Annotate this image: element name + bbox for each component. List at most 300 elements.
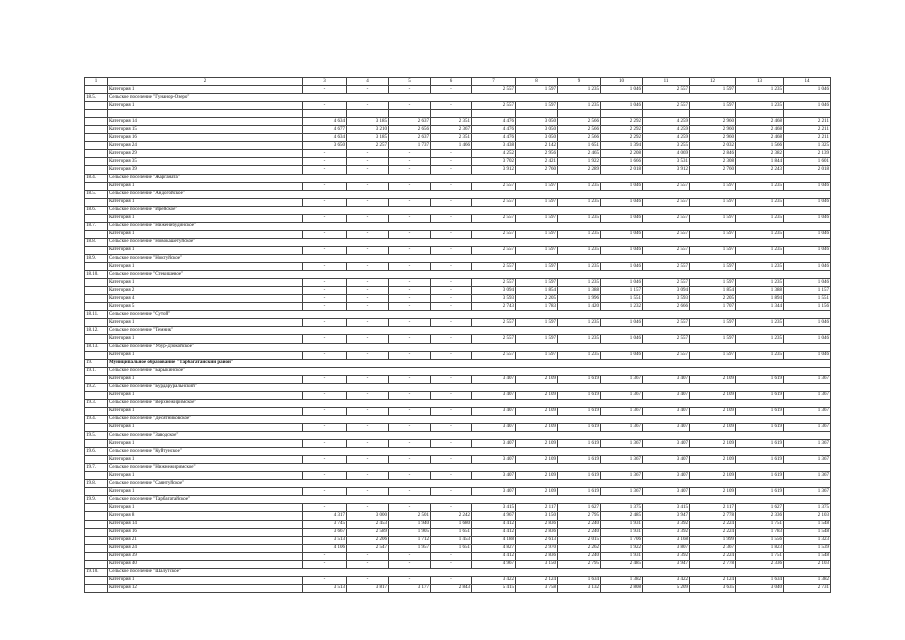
tariff-value-cell: 1 367 (601, 391, 643, 399)
tariff-value-cell: 1 235 (558, 214, 601, 222)
tariff-value-cell: 2 109 (516, 488, 558, 496)
settlement-name: Сельское поселение "Стекишевое" (108, 271, 831, 279)
tariff-value-cell: - (303, 351, 347, 359)
row-code (85, 335, 108, 343)
tariff-value-cell: 1 597 (516, 319, 558, 327)
tariff-value-cell: 1 046 (601, 263, 643, 271)
tariff-value-cell: 3 050 (516, 126, 558, 134)
tariff-value-cell: 2 547 (347, 544, 389, 552)
settlement-name: Сельское поселение "Новокашетуйское" (108, 238, 831, 246)
tariff-value-cell: 3 050 (516, 118, 558, 126)
row-code (85, 584, 108, 592)
tariff-value-cell: 3 438 (472, 142, 516, 150)
tariff-value-cell: 1 783 (516, 303, 558, 311)
row-code: 18.7. (85, 222, 108, 230)
empty-cell (558, 110, 601, 118)
tariff-value-cell: 1 157 (601, 287, 643, 295)
tariff-value-cell: - (389, 375, 431, 383)
category-name: Категория 1 (108, 576, 303, 584)
tariff-value-cell: 2 124 (690, 576, 736, 584)
empty-cell (303, 110, 347, 118)
tariff-value-cell: 1 046 (784, 351, 831, 359)
tariff-value-cell: - (389, 303, 431, 311)
tariff-value-cell: 2 367 (431, 126, 472, 134)
category-row (85, 150, 831, 158)
tariff-value-cell: - (347, 488, 389, 496)
category-row (85, 528, 831, 536)
tariff-value-cell: 4 476 (472, 134, 516, 142)
tariff-value-cell: - (303, 576, 347, 584)
tariff-value-cell: - (389, 576, 431, 584)
tariff-value-cell: 2 292 (601, 126, 643, 134)
tariff-value-cell: 2 557 (643, 102, 690, 110)
row-code (85, 319, 108, 327)
tariff-value-cell: 4 634 (303, 134, 347, 142)
tariff-value-cell: 1 931 (601, 528, 643, 536)
settlement-row (85, 271, 831, 279)
column-number-header: 7 (472, 78, 516, 86)
settlement-row (85, 343, 831, 351)
tariff-value-cell: 2 637 (389, 118, 431, 126)
tariff-value-cell: 2 240 (558, 552, 601, 560)
tariff-value-cell: 1 922 (558, 158, 601, 166)
row-code (85, 287, 108, 295)
settlement-name: Сельское поселение "Темник" (108, 327, 831, 335)
tariff-value-cell: - (347, 198, 389, 206)
category-name: Категория 1 (108, 246, 303, 254)
tariff-value-cell: 1 235 (736, 263, 784, 271)
tariff-value-cell: 4 476 (472, 126, 516, 134)
tariff-value-cell: 5 209 (643, 584, 690, 592)
tariff-value-cell: - (389, 440, 431, 448)
tariff-value-cell: 1 367 (784, 456, 831, 464)
row-code: 19.4. (85, 415, 108, 423)
category-row (85, 488, 831, 496)
tariff-value-cell: 2 109 (690, 391, 736, 399)
tariff-value-cell: 4 069 (643, 150, 690, 158)
tariff-value-cell: 1 651 (431, 544, 472, 552)
category-name: Категория 1 (108, 472, 303, 480)
tariff-value-cell: 2 211 (784, 126, 831, 134)
tariff-value-cell: 4 412 (472, 528, 516, 536)
tariff-value-cell: 2 613 (516, 536, 558, 544)
tariff-value-cell: - (347, 440, 389, 448)
category-name: Категория 2 (108, 287, 303, 295)
tariff-value-cell: 3 407 (643, 375, 690, 383)
category-name: Категория 1 (108, 423, 303, 431)
tariff-value-cell: 1 751 (736, 520, 784, 528)
tariff-value-cell: 3 185 (347, 134, 389, 142)
tariff-value-cell: 2 557 (472, 246, 516, 254)
tariff-value-cell: 2 557 (472, 102, 516, 110)
tariff-value-cell: 2 836 (516, 528, 558, 536)
tariff-value-cell: 2 557 (643, 214, 690, 222)
tariff-value-cell: 2 557 (472, 86, 516, 94)
row-code: 18.5. (85, 190, 108, 198)
category-name: Категория 21 (108, 536, 303, 544)
tariff-value-cell: 3 407 (472, 423, 516, 431)
tariff-value-cell: - (303, 214, 347, 222)
tariff-value-cell: 1 367 (784, 423, 831, 431)
tariff-value-cell: - (431, 295, 472, 303)
tariff-value-cell: 1 388 (558, 287, 601, 295)
tariff-value-cell: - (431, 150, 472, 158)
category-row (85, 166, 831, 174)
tariff-value-cell: 3 807 (643, 544, 690, 552)
tariff-value-cell: 1 597 (690, 335, 736, 343)
tariff-value-cell: 1 367 (784, 440, 831, 448)
tariff-value-cell: 2 743 (472, 303, 516, 311)
tariff-value-cell: 2 109 (690, 407, 736, 415)
tariff-value-cell: 2 557 (472, 335, 516, 343)
category-name: Категория 15 (108, 126, 303, 134)
tariff-value-cell: 1 235 (558, 351, 601, 359)
tariff-value-cell: 1 619 (558, 456, 601, 464)
tariff-value-cell: 1 046 (784, 86, 831, 94)
tariff-value-cell: 1 046 (784, 246, 831, 254)
category-row (85, 86, 831, 94)
tariff-value-cell: - (303, 552, 347, 560)
tariff-value-cell: 1 931 (601, 520, 643, 528)
row-code: 18.12. (85, 327, 108, 335)
tariff-value-cell: 2 557 (643, 335, 690, 343)
row-code (85, 295, 108, 303)
category-row (85, 472, 831, 480)
tariff-value-cell: 2 731 (784, 584, 831, 592)
tariff-value-cell: - (431, 351, 472, 359)
tariff-value-cell: - (389, 198, 431, 206)
tariff-value-cell: - (303, 456, 347, 464)
tariff-value-cell: 3 094 (643, 287, 690, 295)
tariff-value-cell: 2 557 (643, 319, 690, 327)
tariff-value-cell: 2 557 (643, 351, 690, 359)
row-code: 19. (85, 359, 108, 367)
tariff-value-cell: 2 666 (643, 303, 690, 311)
tariff-value-cell: 2 109 (516, 407, 558, 415)
tariff-value-cell: 1 597 (516, 230, 558, 238)
tariff-value-cell: - (303, 319, 347, 327)
category-name: Категория 40 (108, 560, 303, 568)
tariff-value-cell: 2 836 (516, 552, 558, 560)
tariff-value-cell: 1 601 (784, 158, 831, 166)
category-name: Категория 1 (108, 86, 303, 94)
tariff-value-cell: - (389, 319, 431, 327)
tariff-value-cell: 3 407 (472, 472, 516, 480)
tariff-value-cell: - (389, 456, 431, 464)
tariff-value-cell: - (431, 158, 472, 166)
tariff-value-cell: 1 420 (558, 303, 601, 311)
row-code: 19.6. (85, 448, 108, 456)
category-row (85, 319, 831, 327)
tariff-value-cell: 1 235 (558, 182, 601, 190)
tariff-value-cell: 3 185 (347, 118, 389, 126)
tariff-value-cell: - (389, 158, 431, 166)
row-code (85, 512, 108, 520)
tariff-value-cell: 2 808 (601, 584, 643, 592)
tariff-value-cell: - (431, 488, 472, 496)
tariff-value-cell: - (389, 560, 431, 568)
tariff-value-cell: 4 634 (303, 118, 347, 126)
tariff-value-cell: - (431, 287, 472, 295)
tariff-value-cell: 1 619 (736, 391, 784, 399)
tariff-value-cell: 1 046 (784, 230, 831, 238)
tariff-value-cell: - (347, 319, 389, 327)
tariff-value-cell: 2 566 (558, 134, 601, 142)
category-row (85, 198, 831, 206)
column-number-header: 10 (601, 78, 643, 86)
column-number-header-row (85, 78, 831, 86)
tariff-value-cell: 3 150 (516, 560, 558, 568)
tariff-value-cell: 1 367 (601, 456, 643, 464)
tariff-value-cell: - (347, 423, 389, 431)
tariff-value-cell: 3 912 (643, 166, 690, 174)
category-row (85, 560, 831, 568)
category-name: Категория 24 (108, 142, 303, 150)
tariff-value-cell: - (303, 279, 347, 287)
tariff-value-cell: 1 627 (736, 504, 784, 512)
row-code (85, 118, 108, 126)
tariff-value-cell: - (431, 504, 472, 512)
category-name: Категория 1 (108, 182, 303, 190)
category-name: Категория 4 (108, 295, 303, 303)
tariff-value-cell: - (431, 182, 472, 190)
tariff-value-cell: 4 259 (643, 134, 690, 142)
tariff-value-cell: - (389, 472, 431, 480)
category-row (85, 391, 831, 399)
column-number-header: 9 (558, 78, 601, 86)
tariff-value-cell: 2 109 (690, 423, 736, 431)
tariff-value-cell: - (389, 166, 431, 174)
tariff-value-cell: 1 323 (784, 536, 831, 544)
tariff-value-cell: - (303, 391, 347, 399)
tariff-value-cell: 1 235 (736, 86, 784, 94)
category-row (85, 263, 831, 271)
tariff-value-cell: 2 336 (736, 560, 784, 568)
tariff-value-cell: - (347, 560, 389, 568)
tariff-value-cell: - (347, 102, 389, 110)
category-name: Категория 24 (108, 544, 303, 552)
tariff-value-cell: 2 351 (431, 118, 472, 126)
category-row (85, 134, 831, 142)
tariff-value-cell: 4 412 (472, 520, 516, 528)
tariff-value-cell: 2 367 (690, 544, 736, 552)
category-name: Категория 1 (108, 504, 303, 512)
tariff-value-cell: - (389, 263, 431, 271)
category-name: Категория 29 (108, 150, 303, 158)
tariff-value-cell: 3 407 (472, 391, 516, 399)
tariff-value-cell: 1 651 (558, 142, 601, 150)
tariff-value-cell: 1 996 (558, 295, 601, 303)
category-name: Категория 8 (108, 512, 303, 520)
tariff-value-cell: - (303, 560, 347, 568)
tariff-value-cell: 1 627 (558, 504, 601, 512)
column-number-header: 3 (303, 78, 347, 86)
tariff-value-cell: 2 109 (690, 375, 736, 383)
empty-cell (784, 110, 831, 118)
settlement-row (85, 206, 831, 214)
tariff-value-cell: 3 150 (516, 512, 558, 520)
column-number-header: 13 (736, 78, 784, 86)
category-name: Категория 5 (108, 303, 303, 311)
tariff-value-cell: - (389, 150, 431, 158)
tariff-value-cell: - (389, 407, 431, 415)
tariff-value-cell: 1 894 (736, 295, 784, 303)
tariff-value-cell: 1 046 (601, 214, 643, 222)
category-row (85, 375, 831, 383)
tariff-value-cell: - (431, 102, 472, 110)
row-code (85, 552, 108, 560)
category-row (85, 279, 831, 287)
tariff-value-cell: 1 367 (601, 375, 643, 383)
tariff-value-cell: 2 956 (516, 150, 558, 158)
tariff-value-cell: - (347, 472, 389, 480)
row-code: 18.8. (85, 238, 108, 246)
tariff-value-cell: 1 707 (690, 303, 736, 311)
tariff-value-cell: 4 259 (643, 126, 690, 134)
tariff-value-cell: 2 557 (472, 198, 516, 206)
tariff-value-cell: 1 235 (736, 102, 784, 110)
tariff-value-cell: 1 548 (784, 520, 831, 528)
row-code (85, 351, 108, 359)
tariff-value-cell: 2 557 (643, 182, 690, 190)
tariff-value-cell: - (347, 456, 389, 464)
tariff-value-cell: 3 513 (303, 536, 347, 544)
tariff-value-cell: 2 257 (347, 142, 389, 150)
tariff-value-cell: - (431, 214, 472, 222)
tariff-value-cell: - (303, 287, 347, 295)
tariff-value-cell: 2 760 (690, 166, 736, 174)
row-code: 19.3. (85, 399, 108, 407)
empty-cell (643, 110, 690, 118)
settlement-name: Сельское поселение "Гунанор-Озеро" (108, 94, 831, 102)
tariff-value-cell: 2 224 (690, 520, 736, 528)
tariff-value-cell: - (303, 86, 347, 94)
tariff-value-cell: - (389, 287, 431, 295)
tariff-value-cell: - (389, 182, 431, 190)
settlement-row (85, 415, 831, 423)
settlement-name: Сельское поселение "Жарганата" (108, 174, 831, 182)
tariff-value-cell: 1 367 (601, 407, 643, 415)
column-number-header: 4 (347, 78, 389, 86)
tariff-value-cell: 2 018 (784, 166, 831, 174)
tariff-value-cell: 3 593 (472, 295, 516, 303)
tariff-table (84, 77, 831, 593)
tariff-value-cell: 1 046 (784, 263, 831, 271)
tariff-value-cell: - (431, 391, 472, 399)
tariff-value-cell: 3 593 (643, 295, 690, 303)
tariff-value-cell: 2 557 (472, 279, 516, 287)
row-code (85, 303, 108, 311)
tariff-value-cell: - (431, 303, 472, 311)
tariff-value-cell: 2 778 (690, 560, 736, 568)
settlement-name: Сельское поселение "Тарбагатайское" (108, 496, 831, 504)
tariff-value-cell: 3 168 (643, 536, 690, 544)
settlement-row (85, 190, 831, 198)
tariff-value-cell: 2 557 (643, 230, 690, 238)
tariff-value-cell: 2 208 (601, 150, 643, 158)
tariff-value-cell: 2 485 (601, 560, 643, 568)
row-code (85, 423, 108, 431)
category-row (85, 407, 831, 415)
tariff-value-cell: 1 619 (736, 407, 784, 415)
settlement-row (85, 383, 831, 391)
tariff-value-cell: 1 375 (601, 504, 643, 512)
tariff-value-cell: 2 206 (347, 536, 389, 544)
row-code: 19.9. (85, 496, 108, 504)
category-row (85, 303, 831, 311)
tariff-value-cell: 1 235 (736, 198, 784, 206)
tariff-value-cell: 3 177 (389, 584, 431, 592)
tariff-value-cell: 1 597 (516, 86, 558, 94)
tariff-value-cell: 2 142 (516, 142, 558, 150)
tariff-value-cell: 1 235 (558, 279, 601, 287)
tariff-value-cell: 2 109 (516, 472, 558, 480)
tariff-value-cell: 3 407 (643, 407, 690, 415)
tariff-value-cell: 2 960 (690, 126, 736, 134)
category-row (85, 504, 831, 512)
settlement-row (85, 568, 831, 576)
row-code (85, 182, 108, 190)
row-code (85, 230, 108, 238)
settlement-row (85, 94, 831, 102)
row-code (85, 536, 108, 544)
category-name: Категория 1 (108, 456, 303, 464)
row-code: 18.6. (85, 206, 108, 214)
tariff-value-cell: 1 367 (784, 407, 831, 415)
category-row (85, 552, 831, 560)
tariff-value-cell: 1 597 (516, 263, 558, 271)
tariff-value-cell: 4 967 (472, 560, 516, 568)
tariff-value-cell: 1 597 (690, 214, 736, 222)
category-row (85, 230, 831, 238)
tariff-value-cell: 4 188 (472, 536, 516, 544)
tariff-value-cell: 4 412 (472, 552, 516, 560)
tariff-value-cell: - (347, 287, 389, 295)
tariff-value-cell: 1 551 (601, 295, 643, 303)
tariff-value-cell: - (347, 504, 389, 512)
tariff-value-cell: 3 094 (472, 287, 516, 295)
tariff-value-cell: 1 388 (736, 287, 784, 295)
tariff-value-cell: - (303, 230, 347, 238)
category-name: Категория 1 (108, 407, 303, 415)
tariff-value-cell: - (431, 407, 472, 415)
settlement-row (85, 480, 831, 488)
tariff-value-cell: 1 046 (601, 319, 643, 327)
tariff-value-cell: 1 046 (784, 182, 831, 190)
tariff-value-cell: 3 407 (643, 423, 690, 431)
settlement-name: Сельское поселение "Бурдаруральнский" (108, 383, 831, 391)
tariff-value-cell: - (303, 407, 347, 415)
tariff-value-cell: 1 712 (389, 536, 431, 544)
row-code (85, 488, 108, 496)
tariff-value-cell: 3 255 (643, 142, 690, 150)
tariff-value-cell: - (303, 440, 347, 448)
tariff-value-cell: - (431, 86, 472, 94)
settlement-row (85, 222, 831, 230)
row-code: 19.1. (85, 367, 108, 375)
tariff-value-cell: 2 421 (516, 158, 558, 166)
category-name: Категория 35 (108, 158, 303, 166)
tariff-value-cell: - (347, 351, 389, 359)
category-name: Категория 1 (108, 488, 303, 496)
settlement-name: Сельское поселение "Заводское" (108, 432, 831, 440)
category-name: Категория 1 (108, 279, 303, 287)
tariff-value-cell: 1 548 (784, 528, 831, 536)
tariff-value-cell: 3 407 (472, 407, 516, 415)
tariff-value-cell: - (431, 472, 472, 480)
category-name: Категория 1 (108, 375, 303, 383)
tariff-value-cell: 2 501 (389, 512, 431, 520)
